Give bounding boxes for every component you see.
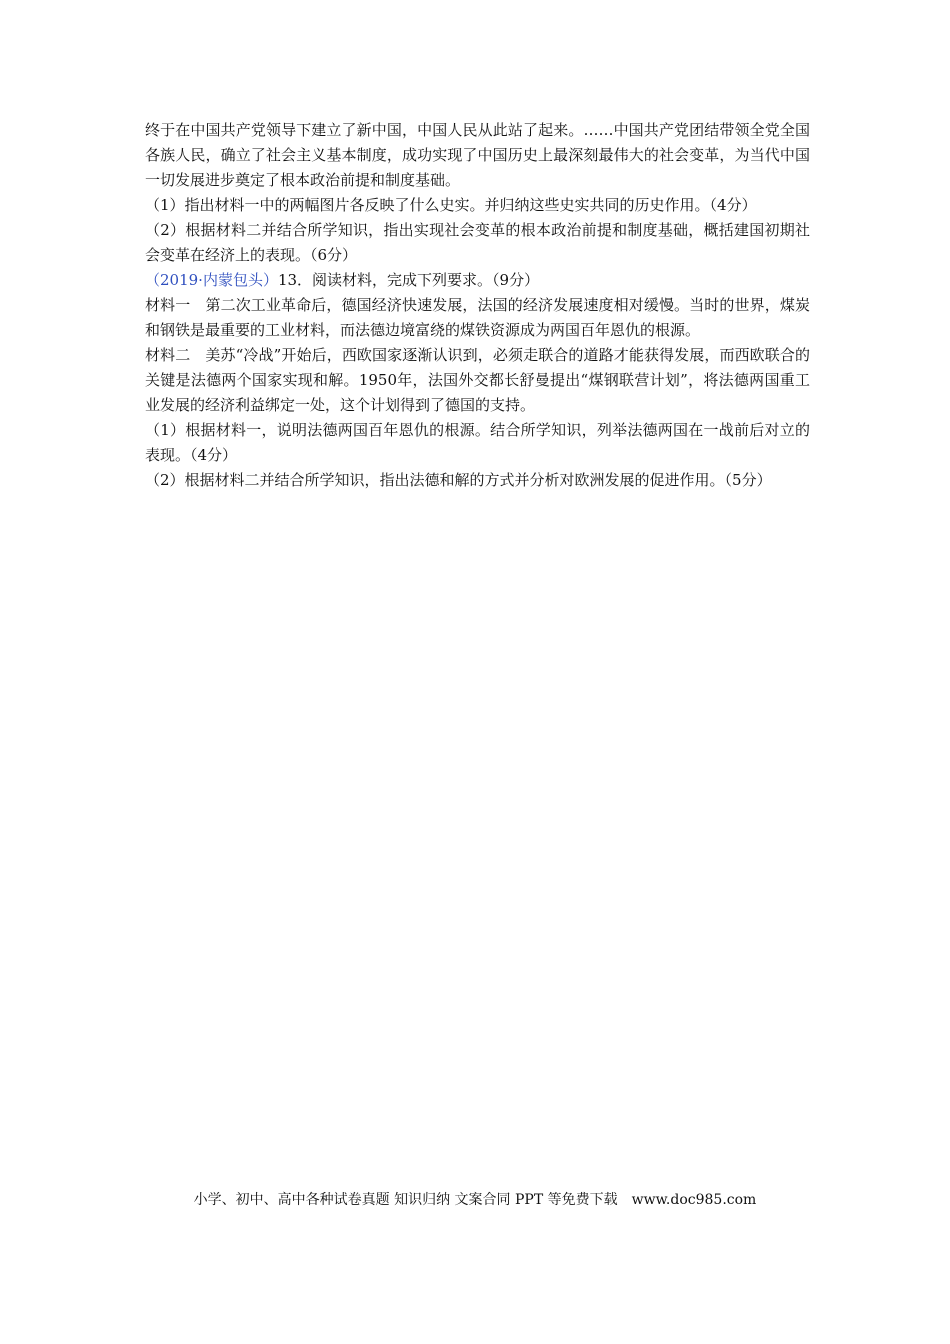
paragraph: 终于在中国共产党领导下建立了新中国，中国人民从此站了起来。……中国共产党团结带领全党全国各族人民，确立了社会主义基本制度，成功实现了中国历史上最深刻最伟大的社会变革，为当代中国一切发展进步奠定了根本政治前提和制度基础。 [145,121,810,189]
question-13-heading [145,268,810,293]
document-body [145,118,810,493]
question-13-title: 13．阅读材料，完成下列要求。（9分） [277,271,540,289]
question-2: （2）根据材料二并结合所学知识，指出实现社会变革的根本政治前提和制度基础，概括建国初期社会变革在经济上的表现。（6分） [145,221,810,264]
page-footer: 小学、初中、高中各种试卷真题 知识归纳 文案合同 PPT 等免费下载 www.doc985.com [193,1192,757,1208]
question-13-1: （1）根据材料一，说明法德两国百年恩仇的根源。结合所学知识，列举法德两国在一战前后对立的表现。（4分） [145,421,810,464]
question-source-tag: （2019·内蒙包头） [145,271,278,289]
material-two: 材料二 美苏“冷战”开始后，西欧国家逐渐认识到，必须走联合的道路才能获得发展，而西欧联合的关键是法德两个国家实现和解。1950年，法国外交都长舒曼提出“煤钢联营计划”，将法德两国重工业发展的经济利益绑定一处，这个计划得到了德国的支持。 [145,346,810,414]
question-1: （1）指出材料一中的两幅图片各反映了什么史实。并归纳这些史实共同的历史作用。（4分） [145,196,757,214]
material-one: 材料一 第二次工业革命后，德国经济快速发展，法国的经济发展速度相对缓慢。当时的世界，煤炭和钢铁是最重要的工业材料，而法德边境富绕的煤铁资源成为两国百年恩仇的根源。 [145,296,810,339]
question-13-2: （2）根据材料二并结合所学知识，指出法德和解的方式并分析对欧洲发展的促进作用。（5分） [145,471,772,489]
